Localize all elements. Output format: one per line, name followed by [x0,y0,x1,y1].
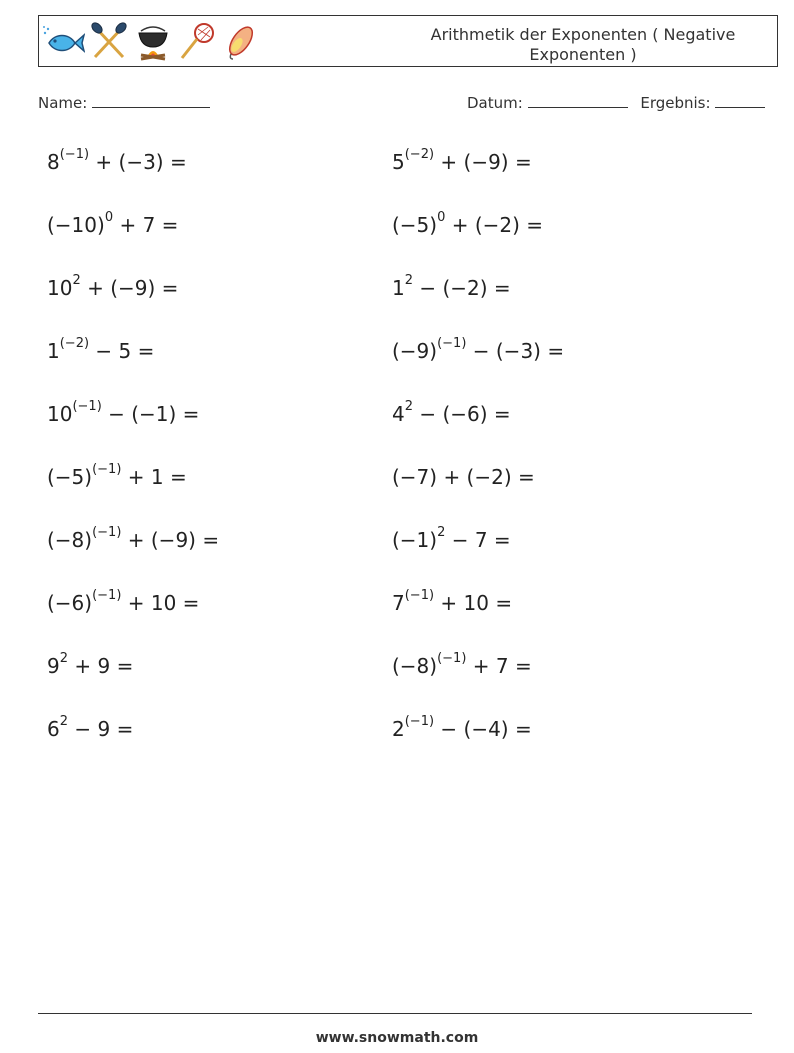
worksheet-title: Arithmetik der Exponenten ( Negative Exponenten ) [430,25,736,64]
problem-rest: + 7 = [466,654,532,678]
problem-item [47,714,134,741]
problem-exponent: (−1) [92,462,122,478]
problem-rest: − (−2) = [413,276,511,300]
problem-base: 9 [47,654,60,678]
name-line[interactable] [92,93,210,108]
problem-base: 4 [392,402,405,426]
problem-base: (−5) [47,465,93,489]
date-label: Datum: [467,94,523,112]
problem-rest: − (−4) = [434,717,532,741]
problem-exponent: 0 [104,210,114,226]
problem-rest: + 7 = [113,213,179,237]
problem-exponent: (−2) [404,147,435,163]
fish-icon [41,21,85,61]
problem-base: 6 [47,717,60,741]
problem-rest: − (−1) = [101,402,200,426]
problem-base: (−8) [47,528,93,552]
problem-item [47,210,179,237]
problem-exponent: (−1) [437,651,467,667]
header-icons [41,19,265,63]
result-label: Ergebnis: [640,94,711,112]
problem-item [47,588,200,615]
problem-rest: + 1 = [121,465,187,489]
problem-item [392,588,513,615]
problem-rest: + 9 = [68,654,134,678]
problem-exponent: 2 [72,273,81,289]
problem-item [47,273,179,300]
problem-exponent: (−1) [437,336,467,352]
date-result-fields [467,93,765,112]
problem-base: 5 [392,150,405,174]
problem-item [47,336,155,363]
problem-rest: + (−2) = [445,213,544,237]
problem-base: (−6) [47,591,93,615]
problem-rest: + 10 = [434,591,513,615]
name-label: Name: [38,94,88,112]
problem-rest: + (−9) = [80,276,179,300]
problem-item [47,462,187,489]
problem-base: 8 [47,150,60,174]
problem-item [47,651,134,678]
problem-exponent: (−1) [404,714,435,730]
problem-rest: + (−9) = [434,150,532,174]
problem-base: 7 [392,591,405,615]
fishing-net-icon [177,21,217,61]
problem-exponent: 2 [404,273,414,289]
footer-rule [38,1013,752,1014]
problem-base: 10 [47,402,73,426]
problem-item [392,399,511,426]
problem-base: 1 [392,276,405,300]
problem-rest: − 5 = [89,339,155,363]
problem-exponent: (−1) [404,588,435,604]
problem-exponent: 2 [437,525,446,541]
problem-rest: + 10 = [121,591,200,615]
campfire-pot-icon [133,21,173,61]
problem-item [392,336,565,363]
header-box [38,15,778,67]
problem-rest: + (−3) = [89,150,187,174]
problem-base: 10 [47,276,73,300]
problem-rest: − (−3) = [466,339,565,363]
problem-exponent: 2 [59,651,69,667]
problem-exponent: (−1) [72,399,102,415]
problem-exponent: (−1) [92,588,122,604]
problem-base: (−9) [392,339,438,363]
problem-exponent: 2 [59,714,69,730]
problem-base: (−10) [47,213,105,237]
problem-base: (−5) [392,213,438,237]
problem-item [392,273,511,300]
problem-rest: − 9 = [68,717,134,741]
problem-item [47,525,220,552]
name-field [38,93,210,112]
fishing-lure-icon [221,21,261,61]
problem-base: 2 [392,717,405,741]
problem-exponent: (−2) [59,336,90,352]
problem-item [392,210,544,237]
problem-base: 1 [47,339,60,363]
problem-item [47,399,200,426]
problem-base: (−7) + (−2) = [392,465,535,489]
problem-exponent: 2 [404,399,414,415]
result-line[interactable] [715,93,765,108]
problem-rest: + (−9) = [121,528,220,552]
problem-item [392,525,511,552]
footer-url: www.snowmath.com [315,1030,479,1046]
problem-rest: − (−6) = [413,402,511,426]
problem-base: (−1) [392,528,438,552]
problem-exponent: (−1) [92,525,122,541]
crossed-paddles-icon [89,21,129,61]
problem-exponent: (−1) [59,147,90,163]
problem-base: (−8) [392,654,438,678]
date-line[interactable] [528,93,628,108]
problem-item [392,147,532,174]
problem-exponent: 0 [437,210,446,226]
problem-item [47,147,187,174]
problem-item [392,651,532,678]
problem-rest: − 7 = [445,528,511,552]
problem-item [392,465,535,489]
problem-item [392,714,532,741]
